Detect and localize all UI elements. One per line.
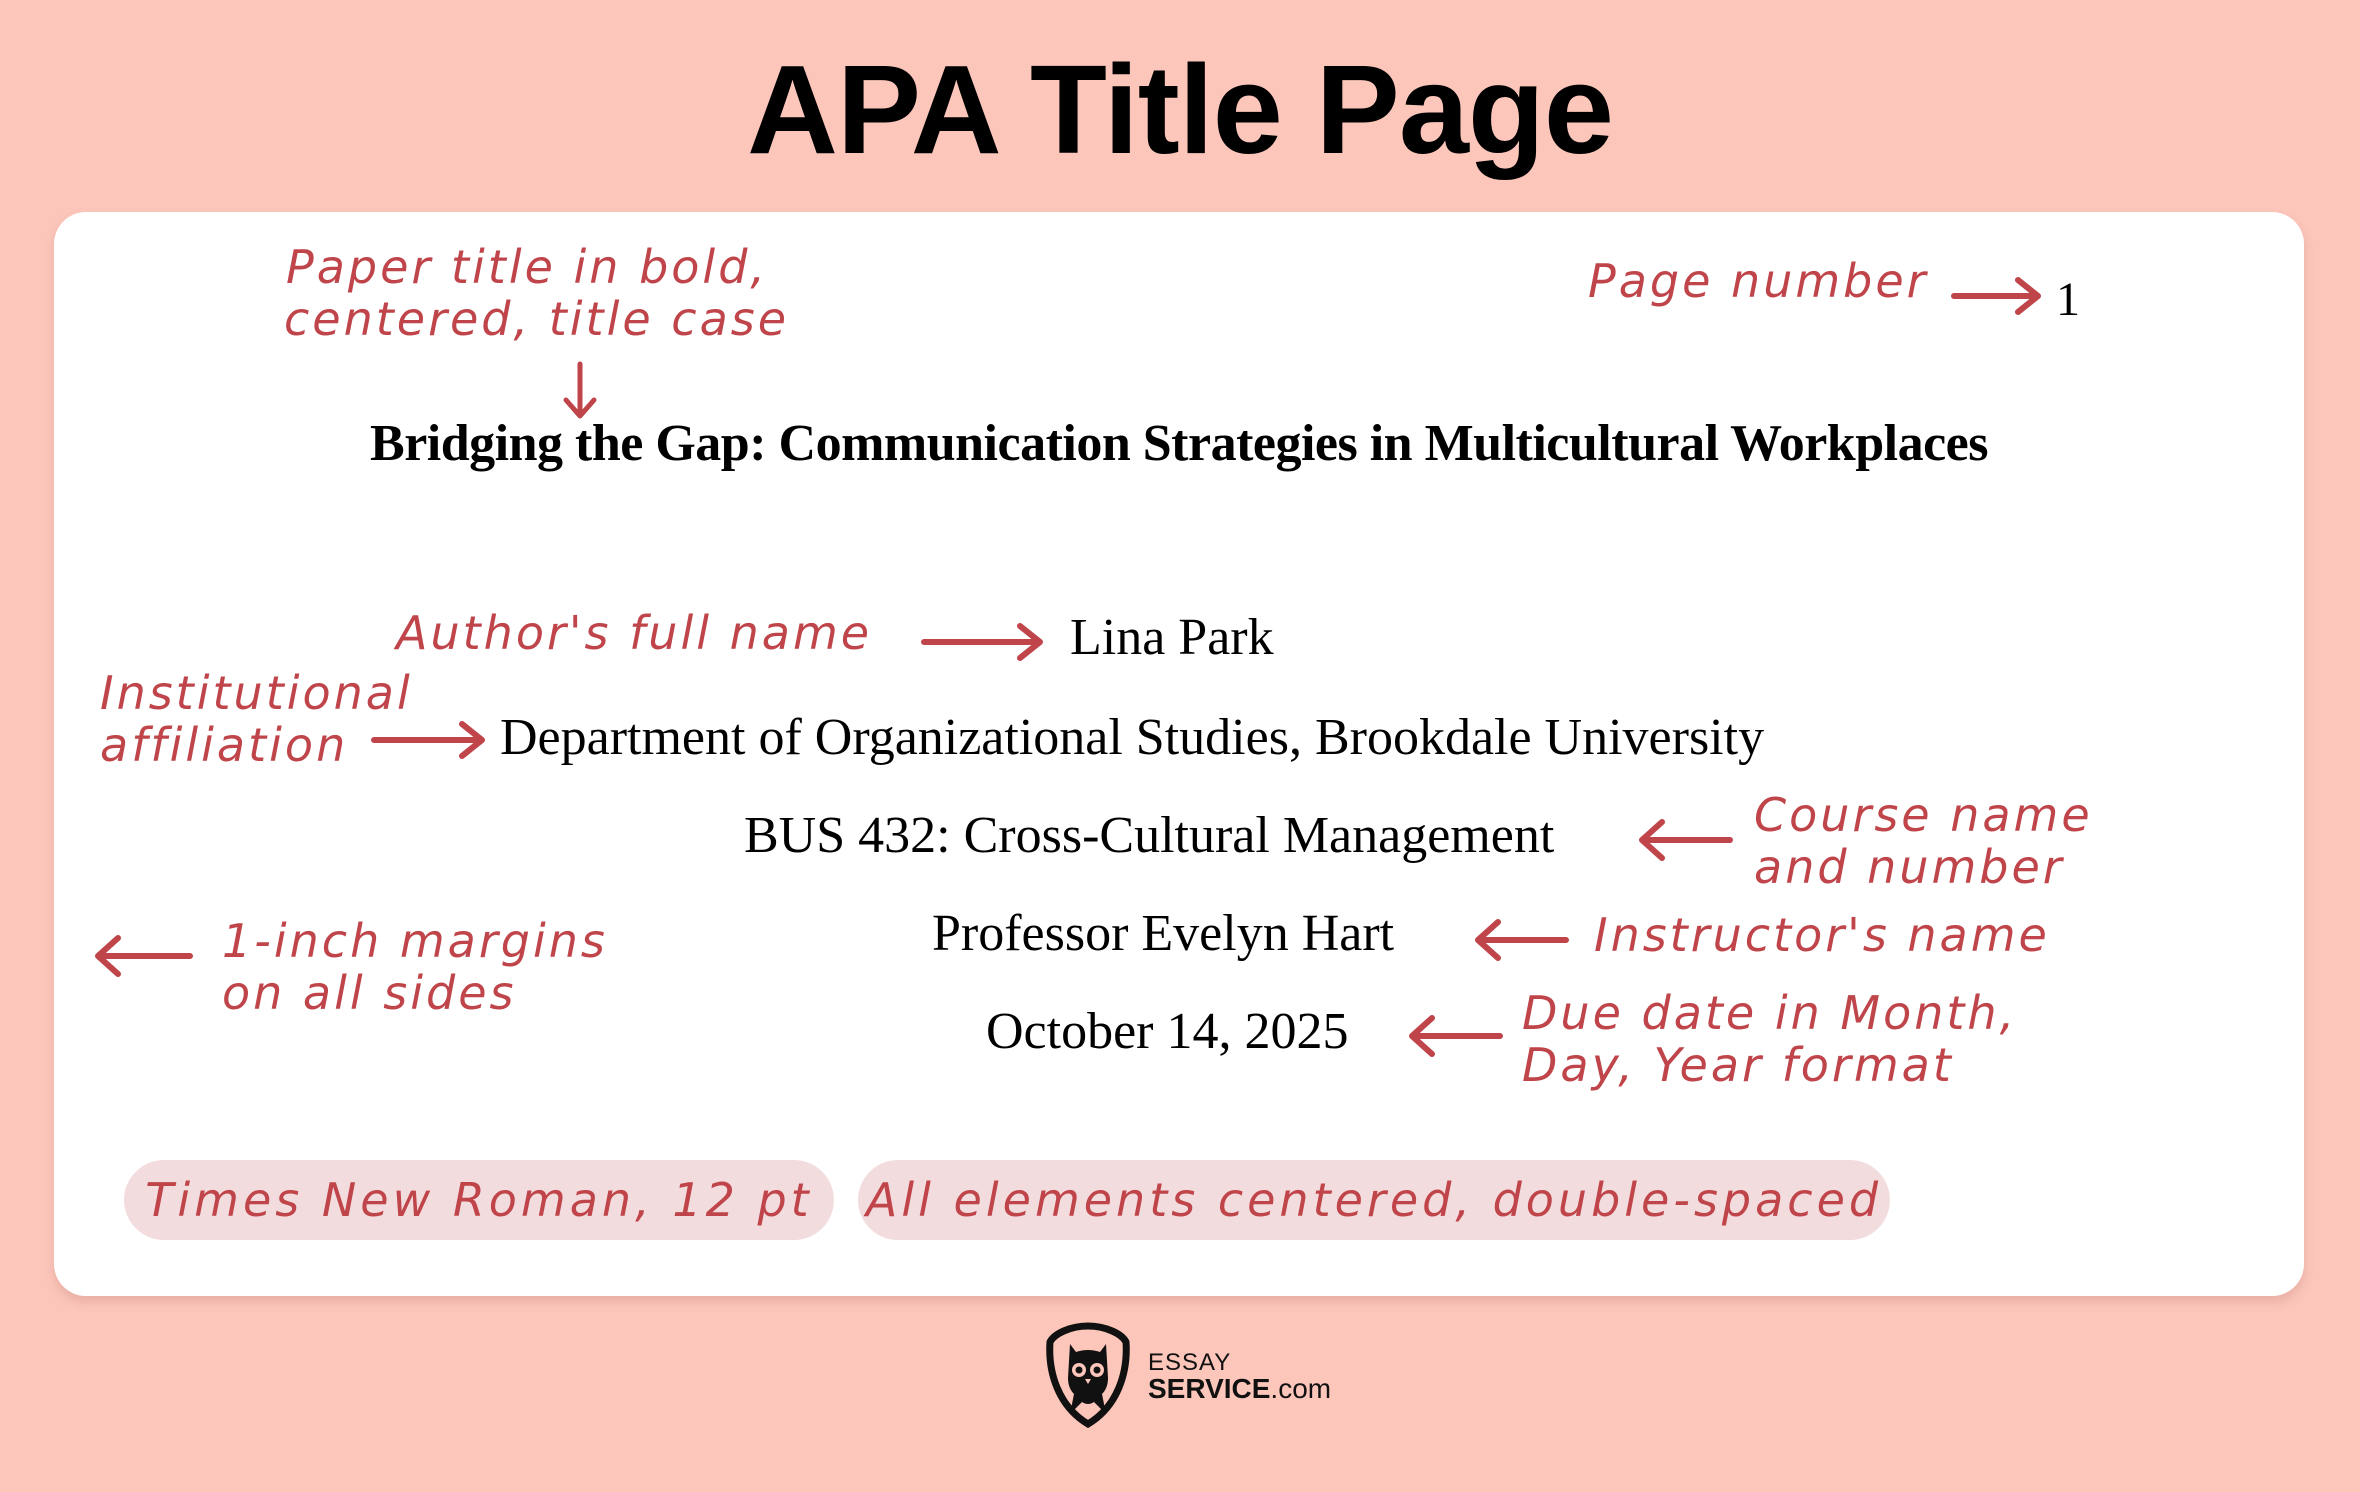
author-note: Author's full name — [396, 606, 873, 660]
essayservice-logo[interactable] — [1046, 1322, 1331, 1432]
arrow-right-icon — [1950, 274, 2042, 318]
date-note-line1: Due date in Month, — [1522, 986, 2018, 1040]
date-note-line2: Day, Year format — [1522, 1038, 1954, 1092]
due-date: October 14, 2025 — [986, 1003, 1349, 1060]
course-note-line2: and number — [1754, 840, 2065, 894]
owl-shield-icon — [1046, 1322, 1130, 1433]
font-requirement-pill — [124, 1160, 834, 1240]
affiliation-note-line2: affiliation — [100, 718, 349, 772]
arrow-left-icon — [1474, 916, 1570, 964]
logo-text — [1148, 1351, 1331, 1403]
instructor: Professor Evelyn Hart — [932, 905, 1395, 962]
instructor-note: Instructor's name — [1594, 908, 2050, 962]
logo-brand: SERVICE — [1148, 1373, 1271, 1404]
course-note-line1: Course name — [1754, 788, 2093, 842]
title-note-line1: Paper title in bold, — [286, 240, 769, 294]
margins-note-line1: 1-inch margins — [222, 914, 608, 968]
arrow-down-icon — [560, 360, 600, 420]
page-number-note: Page number — [1588, 254, 1929, 308]
arrow-left-icon — [94, 932, 194, 980]
affiliation: Department of Organizational Studies, Brookdale University — [500, 709, 1765, 766]
arrow-left-icon — [1638, 816, 1734, 864]
margins-note-line2: on all sides — [222, 966, 517, 1020]
spacing-requirement-pill — [858, 1160, 1890, 1240]
arrow-left-icon — [1408, 1012, 1504, 1060]
arrow-right-icon — [920, 620, 1044, 664]
logo-line2 — [1148, 1375, 1331, 1403]
affiliation-note-line1: Institutional — [100, 666, 413, 720]
title-note-line2: centered, title case — [284, 292, 790, 346]
paper-title: Bridging the Gap: Communication Strategies in Multicultural Workplaces — [370, 415, 1988, 472]
pill-label: All elements centered, double-spaced — [865, 1173, 1883, 1227]
author-name: Lina Park — [1070, 609, 1274, 666]
title-page-card — [54, 212, 2304, 1296]
pill-label: Times New Roman, 12 pt — [145, 1173, 813, 1227]
page-title: APA Title Page — [747, 39, 1613, 180]
logo-line1: ESSAY — [1148, 1349, 1232, 1376]
course: BUS 432: Cross-Cultural Management — [744, 807, 1555, 864]
logo-tld: .com — [1270, 1373, 1332, 1404]
page-number: 1 — [2056, 273, 2080, 326]
arrow-right-icon — [370, 718, 486, 762]
